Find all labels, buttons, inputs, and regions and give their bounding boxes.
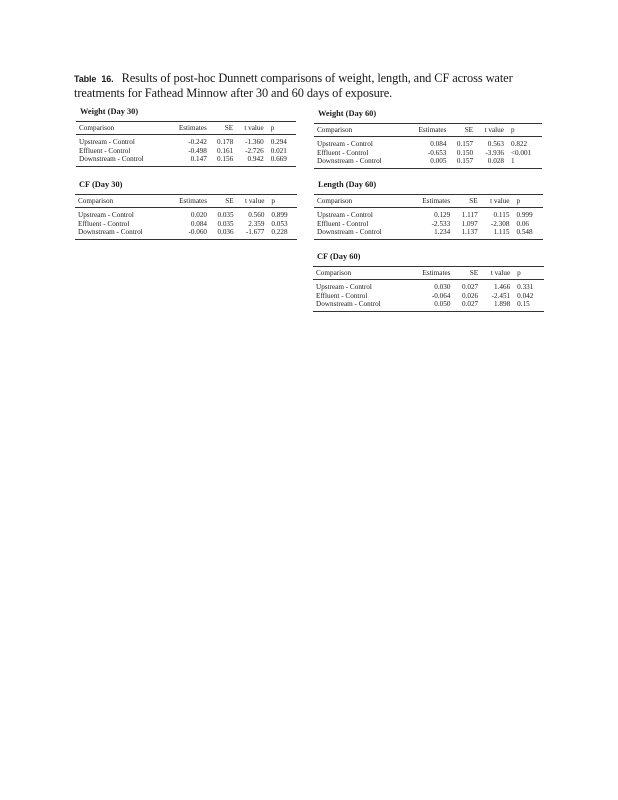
column-header: Comparison	[317, 196, 353, 205]
table-row	[76, 147, 296, 156]
table-title: Weight (Day 60)	[318, 109, 377, 118]
table-cell: 1.097	[461, 219, 478, 228]
table-cell: 0.042	[517, 291, 534, 300]
table-cell: -3.936	[485, 148, 504, 157]
table-cell: 1.234	[434, 228, 451, 237]
table-cell: 0.035	[217, 211, 234, 220]
table-cf-day60	[313, 253, 544, 312]
column-header: SE	[224, 123, 234, 132]
table-cell: Downstream - Control	[317, 228, 382, 237]
table-cell: 0.147	[190, 155, 207, 164]
table-cell: Downstream - Control	[78, 228, 143, 237]
table-cell: Upstream - Control	[317, 211, 373, 220]
column-header: Estimates	[418, 125, 447, 134]
results-table	[314, 194, 543, 240]
table-cell: 0.15	[517, 300, 530, 309]
column-header: p	[516, 196, 521, 205]
table-cell: -0.064	[431, 291, 451, 300]
table-row	[76, 135, 296, 147]
table-cell: 1.466	[494, 283, 511, 292]
table-cell: 0.028	[487, 157, 504, 166]
table-cell: 1.117	[461, 211, 478, 220]
results-table	[76, 121, 296, 167]
table-cell: 0.157	[456, 140, 474, 149]
column-header: Comparison	[316, 268, 352, 277]
column-header: t value	[490, 268, 511, 277]
table-cell: Upstream - Control	[78, 211, 134, 220]
table-row	[314, 208, 543, 220]
table-cell: -2.726	[245, 146, 264, 155]
table-cell: -0.060	[188, 228, 208, 237]
table-cell: 0.822	[510, 140, 528, 149]
table-cell: 0.150	[456, 148, 474, 157]
table-cell: 0.156	[217, 155, 234, 164]
table-cell: 2.359	[248, 219, 265, 228]
table-cell: <0.001	[510, 148, 532, 157]
table-cell: 0.228	[271, 228, 288, 237]
table-cell: -2.308	[490, 219, 510, 228]
table-row	[314, 220, 543, 229]
table-title: CF (Day 60)	[317, 252, 361, 261]
table-cell: Upstream - Control	[317, 140, 373, 149]
column-header: SE	[469, 196, 478, 205]
table-cell: 0.669	[270, 155, 287, 164]
column-header: p	[270, 123, 275, 132]
table-cell: 0.021	[270, 146, 287, 155]
table-cell: 1	[510, 157, 515, 166]
header-row	[314, 194, 543, 208]
table-cell: 0.331	[517, 283, 534, 292]
table-row	[314, 137, 542, 149]
table-cell: Effluent - Control	[78, 219, 130, 228]
column-header: p	[510, 125, 515, 134]
table-cell: 0.027	[461, 300, 479, 309]
column-header: Comparison	[79, 123, 115, 132]
table-cell: 0.115	[493, 211, 510, 220]
table-row	[313, 292, 544, 301]
table-cell: 0.084	[430, 140, 447, 149]
header-row	[314, 123, 542, 137]
table-cell: 0.036	[217, 228, 234, 237]
column-header: p	[517, 268, 521, 277]
table-cell: 0.161	[217, 146, 234, 155]
table-cell: 0.035	[217, 219, 234, 228]
table-row	[314, 149, 542, 158]
table-cell: 0.026	[461, 291, 479, 300]
table-cell: 0.050	[434, 300, 451, 309]
caption-number: 16.	[101, 74, 114, 84]
table-cell: -0.242	[188, 138, 207, 147]
table-title: Weight (Day 30)	[80, 107, 139, 116]
table-cell: 0.560	[248, 211, 265, 220]
column-header: Estimates	[179, 196, 208, 205]
table-row	[75, 220, 297, 229]
results-table	[313, 266, 544, 312]
header-row	[313, 266, 544, 280]
header-row	[75, 194, 297, 208]
table-cell: Downstream - Control	[317, 157, 382, 166]
results-table	[314, 123, 542, 169]
table-row	[313, 280, 544, 292]
column-header: Comparison	[78, 196, 114, 205]
table-cell: 0.005	[430, 157, 447, 166]
table-cell: 0.157	[456, 157, 474, 166]
table-row	[76, 155, 296, 166]
table-cell: Effluent - Control	[317, 219, 369, 228]
table-title: Length (Day 60)	[318, 180, 377, 189]
table-cell: -1.360	[245, 138, 264, 147]
table-caption	[74, 71, 554, 100]
table-row	[75, 208, 297, 220]
table-row	[313, 300, 544, 311]
table-row	[314, 228, 543, 239]
column-header: t value	[245, 196, 265, 205]
column-header: p	[271, 196, 275, 205]
results-table	[75, 194, 297, 240]
table-cell: 0.899	[271, 211, 288, 220]
table-weight-day60	[314, 110, 542, 169]
table-cell: Downstream - Control	[79, 155, 144, 164]
column-header: t value	[490, 196, 510, 205]
table-cell: 0.084	[190, 219, 208, 228]
table-length-day60	[314, 181, 543, 240]
table-cell: 0.548	[516, 228, 533, 237]
table-cell: Upstream - Control	[316, 283, 372, 292]
table-cell: 0.030	[434, 283, 451, 292]
table-row	[75, 228, 297, 239]
table-cell: -0.498	[188, 146, 207, 155]
table-cell: 0.129	[434, 211, 451, 220]
column-header: t value	[484, 125, 504, 134]
table-cell: 1.115	[493, 228, 510, 237]
table-row	[314, 157, 542, 168]
table-cell: 0.027	[461, 283, 479, 292]
table-cell: 0.563	[487, 140, 504, 149]
column-header: Estimates	[422, 268, 451, 277]
table-title: CF (Day 30)	[79, 180, 123, 189]
table-cell: 1.137	[461, 228, 478, 237]
table-cell: 0.942	[247, 155, 264, 164]
table-cell: 0.020	[190, 211, 208, 220]
table-cell: 0.294	[270, 138, 287, 147]
table-cell: Effluent - Control	[79, 146, 131, 155]
table-cell: Upstream - Control	[79, 138, 135, 147]
column-header: SE	[469, 268, 479, 277]
table-cell: 0.178	[217, 138, 234, 147]
column-header: SE	[225, 196, 234, 205]
table-cell: 0.06	[516, 219, 530, 228]
header-row	[76, 121, 296, 135]
table-cell: 0.999	[516, 211, 533, 220]
table-cell: -0.653	[427, 148, 447, 157]
table-cf-day30	[75, 181, 297, 240]
table-weight-day30	[76, 108, 296, 167]
table-cell: 1.898	[494, 300, 511, 309]
column-header: t value	[244, 123, 264, 132]
table-cell: -1.677	[245, 228, 265, 237]
column-header: SE	[464, 125, 474, 134]
column-header: Comparison	[317, 125, 353, 134]
table-cell: Effluent - Control	[317, 148, 369, 157]
table-cell: Effluent - Control	[316, 291, 368, 300]
column-header: Estimates	[422, 196, 451, 205]
table-cell: -2.451	[491, 291, 511, 300]
caption-text: Results of post-hoc Dunnett comparisons of weight, length, and CF across water treatments for Fathead Minnow after 30 and 60 days of exposure.	[74, 71, 513, 100]
caption-label: Table	[74, 74, 97, 84]
table-cell: 0.053	[271, 219, 288, 228]
table-cell: -2.533	[431, 219, 451, 228]
column-header: Estimates	[178, 123, 207, 132]
table-cell: Downstream - Control	[316, 300, 381, 309]
